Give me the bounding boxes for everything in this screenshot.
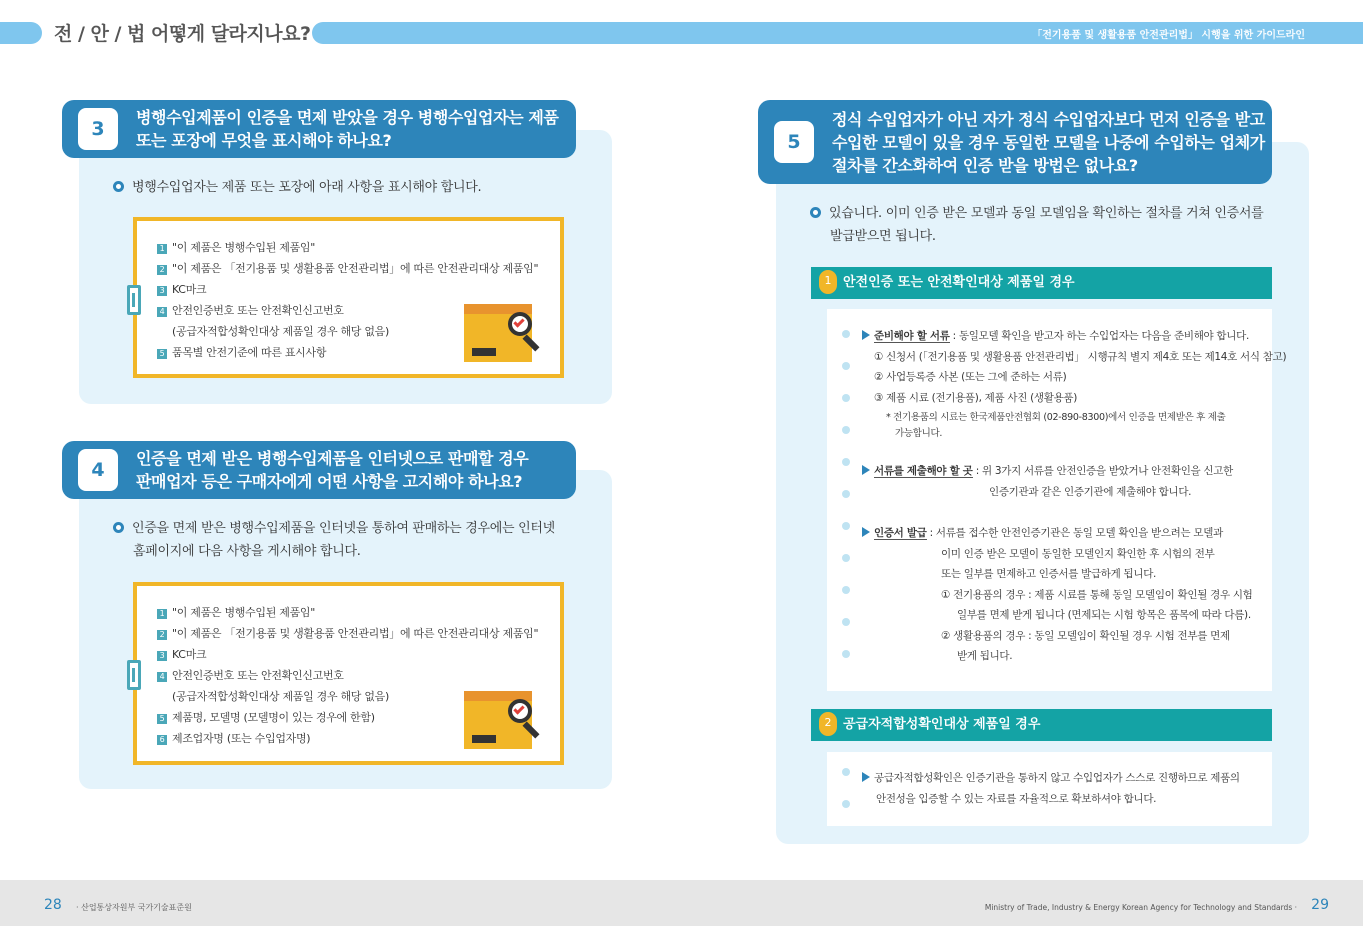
list-item: 1 "이 제품은 병행수입된 제품임" <box>157 237 538 258</box>
bullet-icon <box>810 207 821 218</box>
page-number-right: 29 <box>1311 897 1329 913</box>
list-item: 5 품목별 안전기준에 따른 표시사항 <box>157 342 538 363</box>
q4-items-box <box>133 582 564 765</box>
rope-dot <box>842 586 850 594</box>
list-item: 3 KC마크 <box>157 644 538 665</box>
list-item: 2 "이 제품은 「전기용품 및 생활용품 안전관리법」에 따른 안전관리대상 제품임" <box>157 623 538 644</box>
rope-dot <box>842 650 850 658</box>
page-number-left: 28 <box>44 897 62 913</box>
arrow-icon <box>862 465 870 475</box>
prep-documents: 준비해야 할 서류 : 동일모델 확인을 받고자 하는 수입업자는 다음을 준비해야 합니다. ① 신청서 (「전기용품 및 생활용품 안전관리법」 시행규칙 별지 제4호 또는 제14호 서식 참고) ② 사업등록증 사본 (또는 그에 준하는 서류) ③ 제품 시료 (전기용품), 제품 사진 (생활용품) <box>862 326 1286 408</box>
list-item: ① 신청서 (「전기용품 및 생활용품 안전관리법」 시행규칙 별지 제4호 또는 제14호 서식 참고) <box>874 350 1287 363</box>
rope-dot <box>842 458 850 466</box>
rope-dot <box>842 330 850 338</box>
list-item: 1 "이 제품은 병행수입된 제품임" <box>157 602 538 623</box>
package-inspect-icon <box>464 691 534 749</box>
arrow-icon <box>862 330 870 340</box>
arrow-icon <box>862 527 870 537</box>
q4-question: 인증을 면제 받은 병행수입제품을 인터넷으로 판매할 경우 판매업자 등은 구매자에게 어떤 사항을 고지해야 하나요? <box>136 449 529 491</box>
section-1-header: 1 안전인증 또는 안전확인대상 제품일 경우 <box>811 267 1272 299</box>
q4-answer: 인증을 면제 받은 병행수입제품을 인터넷을 통하여 판매하는 경우에는 인터넷 홈페이지에 다음 사항을 게시해야 합니다. <box>113 517 555 563</box>
package-inspect-icon <box>464 304 534 362</box>
list-item: ③ 제품 시료 (전기용품), 제품 사진 (생활용품) <box>874 391 1078 404</box>
list-item: (공급자적합성확인대상 제품일 경우 해당 없음) <box>172 690 389 703</box>
q3-number: 3 <box>78 108 118 150</box>
bullet-icon <box>113 522 124 533</box>
supplier-conformity-text: 공급자적합성확인은 인증기관을 통하지 않고 수입업자가 스스로 진행하므로 제품의 안전성을 입증할 수 있는 자료를 자율적으로 확보하셔야 합니다. <box>862 768 1240 809</box>
rope-dot <box>842 768 850 776</box>
section-badge: 1 <box>819 270 837 294</box>
list-item: 3 KC마크 <box>157 279 538 300</box>
rope-dot <box>842 800 850 808</box>
clip-icon <box>127 660 141 690</box>
list-item: ② 사업등록증 사본 (또는 그에 준하는 서류) <box>874 371 1067 383</box>
rope-dot <box>842 554 850 562</box>
arrow-icon <box>862 772 870 782</box>
q3-answer: 병행수입업자는 제품 또는 포장에 아래 사항을 표시해야 합니다. <box>113 176 481 199</box>
rope-dot <box>842 490 850 498</box>
guide-title: 「전기용품 및 생활용품 안전관리법」 시행을 위한 가이드라인 <box>1032 30 1305 41</box>
section-badge: 2 <box>819 712 837 736</box>
rope-dot <box>842 426 850 434</box>
clip-icon <box>127 285 141 315</box>
rope-dot <box>842 362 850 370</box>
q3-question-bar <box>62 100 576 158</box>
list-item: 6 제조업자명 (또는 수입업자명) <box>157 728 538 749</box>
list-item: 4 안전인증번호 또는 안전확인신고번호 <box>157 300 538 321</box>
list-item: (공급자적합성확인대상 제품일 경우 해당 없음) <box>172 325 389 338</box>
q3-items-box <box>133 217 564 378</box>
list-item: 4 안전인증번호 또는 안전확인신고번호 <box>157 665 538 686</box>
section-2-header: 2 공급자적합성확인대상 제품일 경우 <box>811 709 1272 741</box>
q3-question: 병행수입제품이 인증을 면제 받았을 경우 병행수입업자는 제품 또는 포장에 무엇을 표시해야 하나요? <box>136 108 559 150</box>
rope-dot <box>842 618 850 626</box>
q5-number: 5 <box>774 121 814 163</box>
bullet-icon <box>113 181 124 192</box>
footer-right-text: Ministry of Trade, Industry & Energy Korean Agency for Technology and Standards · <box>984 903 1297 912</box>
q5-answer: 있습니다. 이미 인증 받은 모델과 동일 모델임을 확인하는 절차를 거쳐 인증서를 발급받으면 됩니다. <box>810 202 1263 248</box>
q5-question: 정식 수입업자가 아닌 자가 정식 수입업자보다 먼저 인증을 받고 수입한 모델이 있을 경우 동일한 모델을 나중에 수입하는 업체가 절차를 간소화하여 인증 받을 방법은 없나요? <box>832 110 1265 175</box>
footer-left-text: · 산업통상자원부 국가기술표준원 <box>76 903 192 912</box>
submit-location: 서류를 제출해야 할 곳 : 위 3가지 서류를 안전인증을 받았거나 안전확인을 신고한 인증기관과 같은 인증기관에 제출해야 합니다. <box>862 461 1233 502</box>
rope-dot <box>842 394 850 402</box>
q4-number: 4 <box>78 449 118 491</box>
q4-question-bar <box>62 441 576 499</box>
list-item: 5 제품명, 모델명 (모델명이 있는 경우에 한함) <box>157 707 538 728</box>
q5-question-bar <box>758 100 1272 184</box>
prep-note: * 전기용품의 시료는 한국제품안전협회 (02-890-8300)에서 인증을 면제받은 후 제출 가능합니다. <box>886 412 1226 439</box>
certificate-issue: 인증서 발급 : 서류를 접수한 안전인증기관은 동일 모델 확인을 받으려는 모델과 이미 인증 받은 모델이 동일한 모델인지 확인한 후 시험의 전부 또는 일부를 면제하고 인증서를 발급하게 됩니다. ① 전기용품의 경우 : 제품 시료를 통해 동일 모델임이 확인될 경우 시험 일부를 면제 받게 됩니다 (면제되는 시험 항목은 품목에 따라 다름). ② 생활용품의 경우 : 동일 모델임이 확인될 경우 시험 전부를 면제 받게 됩니다. <box>862 523 1253 667</box>
list-item: 2 "이 제품은 「전기용품 및 생활용품 안전관리법」에 따른 안전관리대상 제품임" <box>157 258 538 279</box>
rope-dot <box>842 522 850 530</box>
page-section-title: 전 / 안 / 법 어떻게 달라지나요? <box>54 23 311 45</box>
header-left-bar <box>0 22 42 44</box>
